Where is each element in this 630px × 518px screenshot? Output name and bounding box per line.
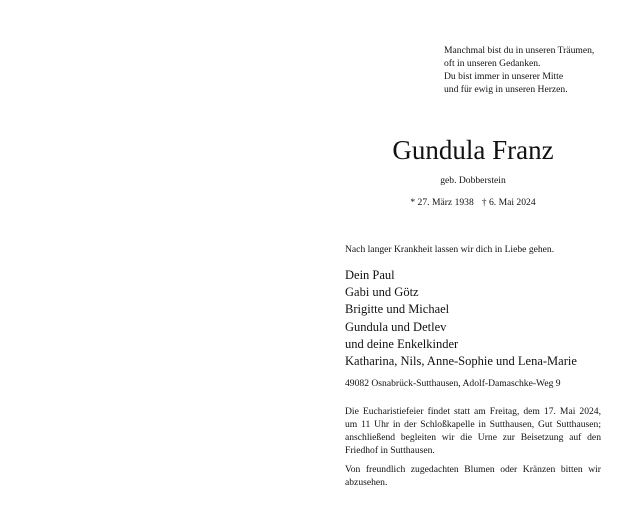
- family-line: und deine Enkelkinder: [345, 336, 459, 351]
- family-line: Katharina, Nils, Anne-Sophie und Lena-Marie: [345, 354, 577, 369]
- service-info: Die Eucharistiefeier findet statt am Freitag, dem 17. Mai 2024, um 11 Uhr in der Schloßkapelle in Sutthausen, Gut Sutthausen; anschließend begleiten wir die Urne zur Beisetzung auf den Friedhof in Sutthausen.: [345, 406, 601, 456]
- family-list: [345, 267, 577, 370]
- death-date: † 6. Mai 2024: [481, 197, 536, 208]
- family-line: Gundula und Detlev: [345, 319, 447, 334]
- poem-line: oft in unseren Gedanken.: [444, 58, 541, 69]
- intro-text: Nach langer Krankheit lassen wir dich in Liebe gehen.: [345, 244, 555, 255]
- poem-line: und für ewig in unseren Herzen.: [444, 84, 568, 95]
- memorial-poem: [444, 44, 594, 96]
- birth-date: * 27. März 1938: [410, 197, 474, 208]
- poem-line: Du bist immer in unserer Mitte: [444, 71, 564, 82]
- birth-name: geb. Dobberstein: [440, 175, 506, 186]
- family-line: Dein Paul: [345, 268, 395, 282]
- family-line: Gabi und Götz: [345, 285, 419, 300]
- deceased-name: Gundula Franz: [392, 135, 554, 165]
- family-line: Brigitte und Michael: [345, 302, 450, 317]
- flowers-note: Von freundlich zugedachten Blumen oder Kränzen bitten wir abzusehen.: [345, 464, 601, 488]
- poem-line: Manchmal bist du in unseren Träumen,: [444, 45, 595, 56]
- family-address: 49082 Osnabrück-Sutthausen, Adolf-Damaschke-Weg 9: [345, 378, 561, 389]
- life-dates: [345, 196, 601, 209]
